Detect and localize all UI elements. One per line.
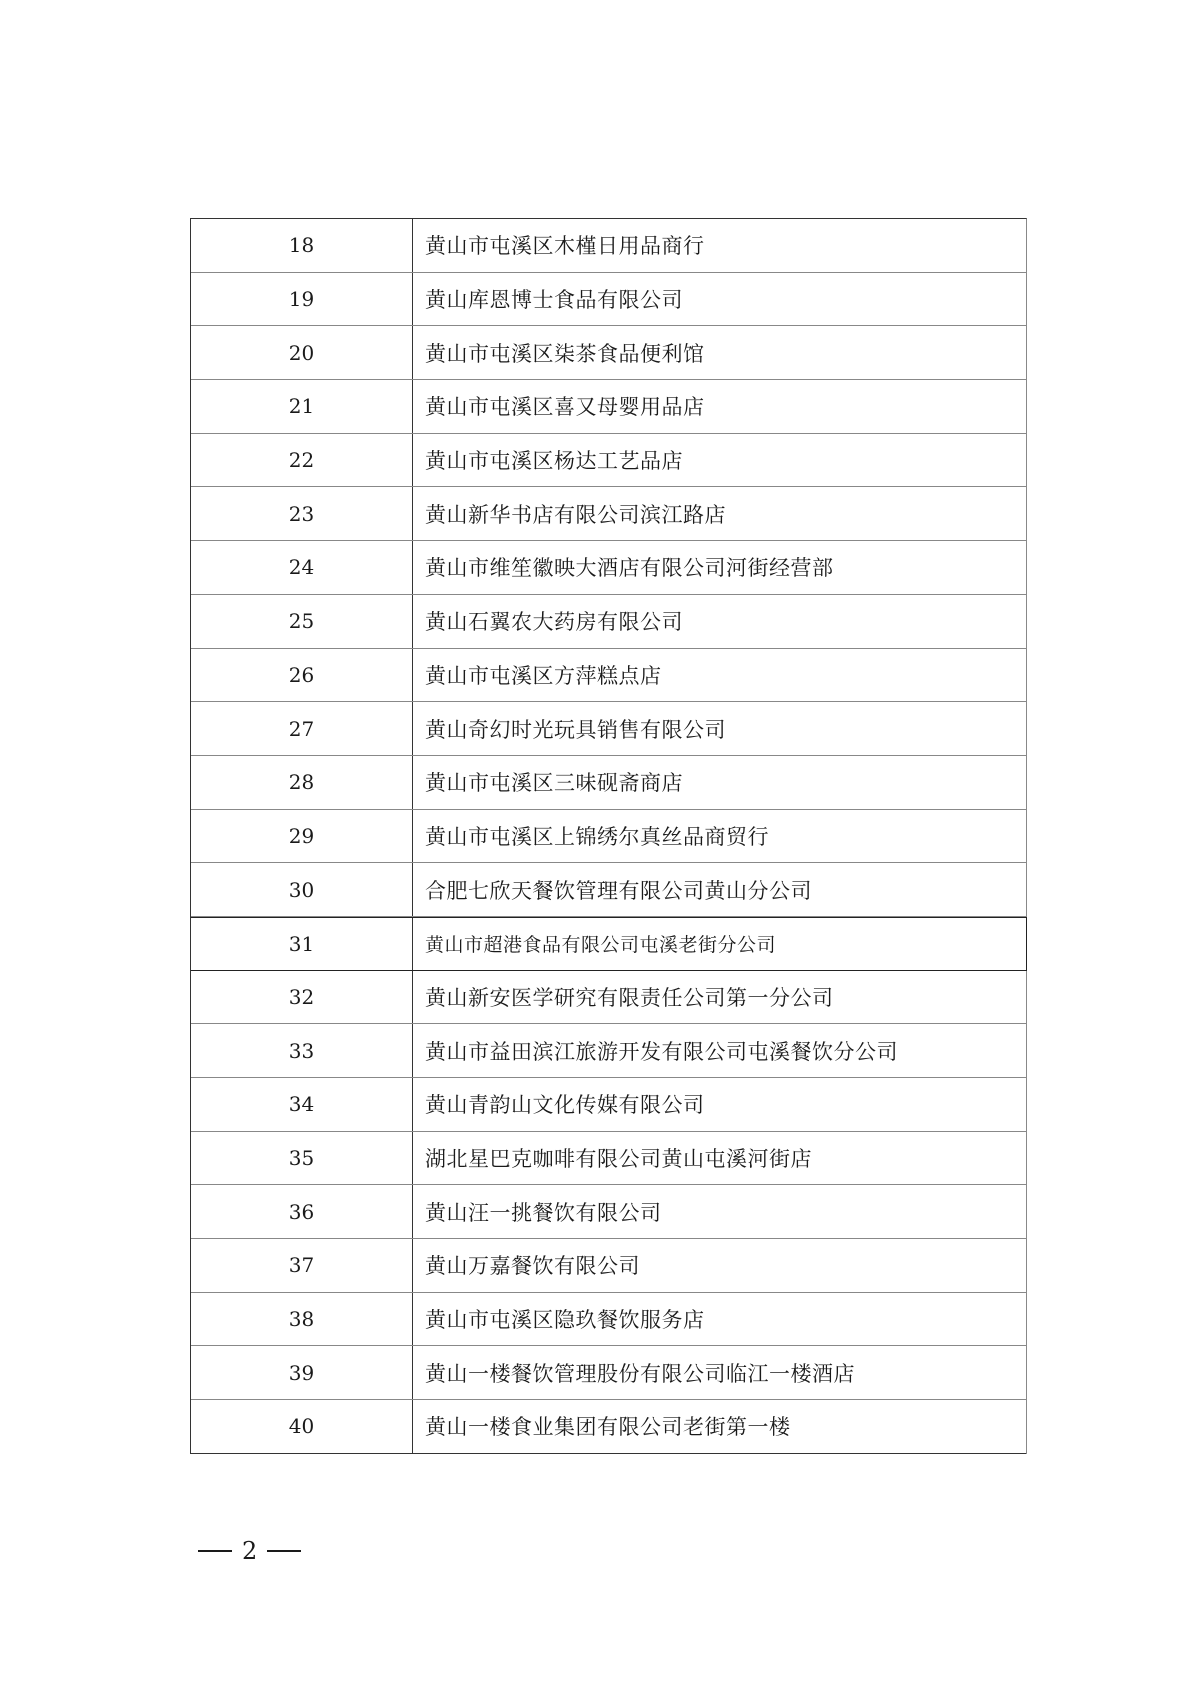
enterprise-name: 黄山市屯溪区杨达工艺品店	[425, 449, 683, 474]
row-number: 32	[191, 971, 413, 1024]
table-row	[191, 434, 1026, 488]
enterprise-name: 黄山青韵山文化传媒有限公司	[425, 1093, 705, 1118]
table-row	[191, 595, 1026, 649]
table-row	[191, 1078, 1026, 1132]
row-number: 22	[191, 434, 413, 487]
enterprise-name: 黄山市屯溪区柒茶食品便利馆	[425, 341, 705, 366]
table-row	[191, 971, 1026, 1025]
enterprise-name: 黄山库恩博士食品有限公司	[425, 288, 683, 313]
page-number-value: 2	[242, 1537, 258, 1565]
table-row	[191, 1132, 1026, 1186]
row-number: 39	[191, 1346, 413, 1399]
table-row	[191, 541, 1026, 595]
row-number: 29	[191, 810, 413, 863]
row-number: 37	[191, 1239, 413, 1292]
row-number: 28	[191, 756, 413, 809]
table-row	[191, 1346, 1026, 1400]
page-number	[198, 1537, 301, 1565]
row-number: 27	[191, 702, 413, 755]
enterprise-name: 黄山市屯溪区三味砚斋商店	[425, 771, 683, 796]
enterprise-name: 黄山一楼餐饮管理股份有限公司临江一楼酒店	[425, 1361, 855, 1386]
row-number: 33	[191, 1024, 413, 1077]
enterprise-name: 黄山新安医学研究有限责任公司第一分公司	[425, 985, 834, 1010]
row-number: 23	[191, 487, 413, 540]
dash-left	[198, 1550, 232, 1552]
row-number: 35	[191, 1132, 413, 1185]
row-number: 40	[191, 1400, 413, 1453]
row-number: 20	[191, 326, 413, 379]
enterprise-name: 湖北星巴克咖啡有限公司黄山屯溪河街店	[425, 1147, 812, 1172]
row-number: 36	[191, 1185, 413, 1238]
row-number: 24	[191, 541, 413, 594]
row-number: 30	[191, 863, 413, 916]
enterprise-name: 黄山石翼农大药房有限公司	[425, 610, 683, 635]
row-number: 18	[191, 219, 413, 272]
enterprise-name: 黄山奇幻时光玩具销售有限公司	[425, 717, 726, 742]
table-row	[191, 1185, 1026, 1239]
table-row	[191, 1400, 1026, 1454]
table-row	[191, 273, 1026, 327]
enterprise-name: 黄山一楼食业集团有限公司老街第一楼	[425, 1415, 791, 1440]
table-row	[191, 1239, 1026, 1293]
table-row	[191, 810, 1026, 864]
table-row	[191, 380, 1026, 434]
enterprise-list-table	[190, 218, 1027, 1454]
table-row	[191, 649, 1026, 703]
table-row	[191, 326, 1026, 380]
enterprise-name: 黄山市屯溪区上锦绣尔真丝品商贸行	[425, 824, 769, 849]
table-row	[191, 1024, 1026, 1078]
table-row	[191, 863, 1026, 917]
enterprise-name: 合肥七欣天餐饮管理有限公司黄山分公司	[425, 878, 812, 903]
table-row	[191, 702, 1026, 756]
enterprise-name: 黄山市益田滨江旅游开发有限公司屯溪餐饮分公司	[425, 1039, 898, 1064]
row-number: 38	[191, 1293, 413, 1346]
enterprise-name: 黄山市维笙徽映大酒店有限公司河街经营部	[425, 556, 834, 581]
row-number: 21	[191, 380, 413, 433]
row-number: 25	[191, 595, 413, 648]
enterprise-name: 黄山市屯溪区隐玖餐饮服务店	[425, 1308, 705, 1333]
table-row	[191, 219, 1026, 273]
enterprise-name: 黄山市超港食品有限公司屯溪老街分公司	[425, 934, 777, 957]
enterprise-name: 黄山市屯溪区木槿日用品商行	[425, 234, 705, 259]
row-number: 31	[191, 918, 413, 970]
row-number: 34	[191, 1078, 413, 1131]
row-number: 19	[191, 273, 413, 326]
table-row	[191, 487, 1026, 541]
enterprise-name: 黄山市屯溪区方萍糕点店	[425, 663, 662, 688]
table-row	[191, 1293, 1026, 1347]
table-row	[191, 756, 1026, 810]
enterprise-name: 黄山汪一挑餐饮有限公司	[425, 1200, 662, 1225]
dash-right	[267, 1550, 301, 1552]
enterprise-name: 黄山万嘉餐饮有限公司	[425, 1254, 640, 1279]
enterprise-name: 黄山新华书店有限公司滨江路店	[425, 502, 726, 527]
row-number: 26	[191, 649, 413, 702]
table-row	[191, 917, 1027, 971]
enterprise-name: 黄山市屯溪区喜又母婴用品店	[425, 395, 705, 420]
